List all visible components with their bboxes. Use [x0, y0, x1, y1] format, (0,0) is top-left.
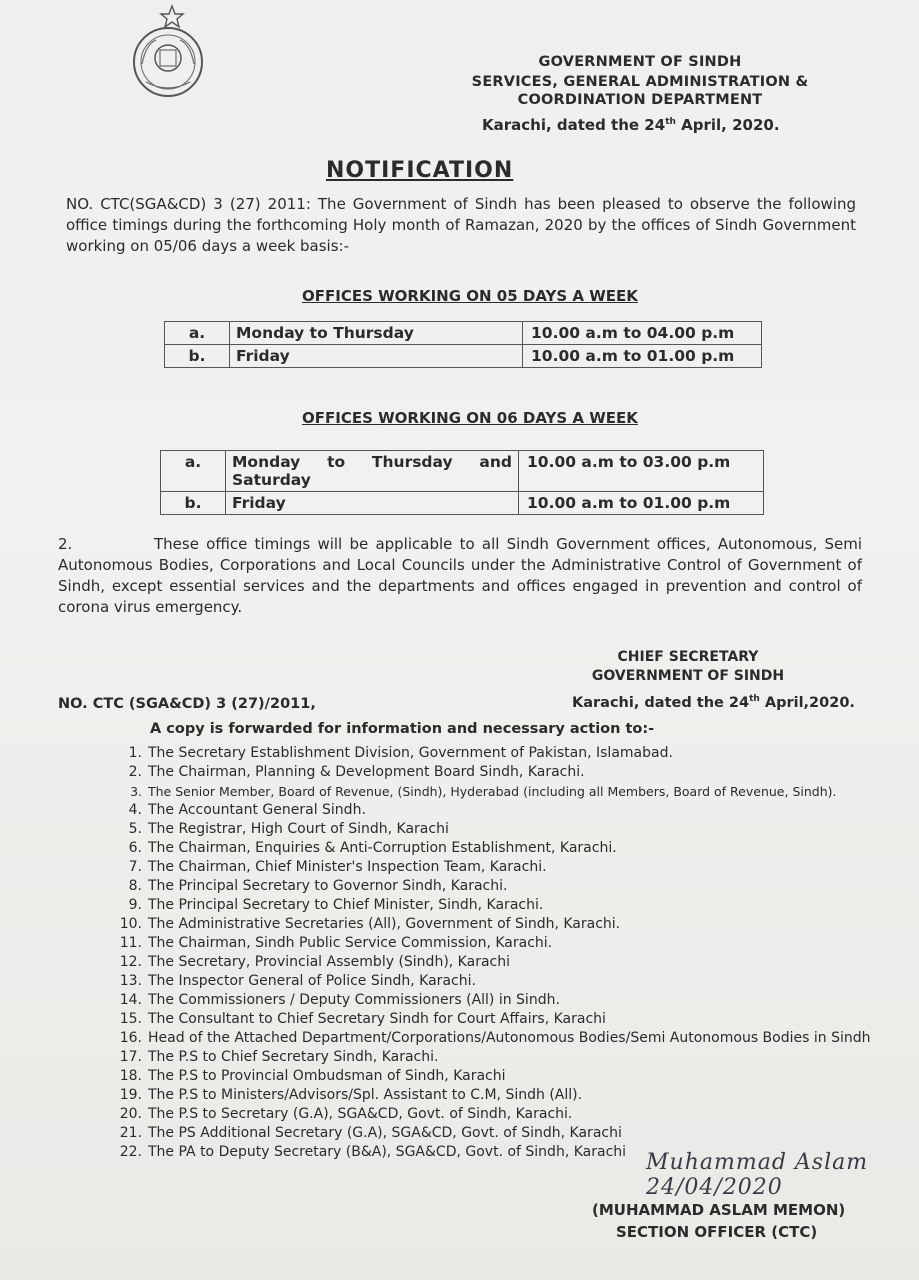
table-row: b. Friday 10.00 a.m to 01.00 p.m: [161, 492, 764, 515]
reference-number: NO. CTC (SGA&CD) 3 (27)/2011,: [58, 696, 316, 712]
list-item: 14. The Commissioners / Deputy Commissioners (All) in Sindh.: [119, 992, 560, 1008]
five-day-heading: OFFICES WORKING ON 05 DAYS A WEEK: [302, 287, 638, 305]
list-item: 20. The P.S to Secretary (G.A), SGA&CD, Govt. of Sindh, Karachi.: [119, 1106, 573, 1122]
signatory-name: (MUHAMMAD ASLAM MEMON): [592, 1201, 846, 1219]
list-item: 9. The Principal Secretary to Chief Minister, Sindh, Karachi.: [128, 897, 544, 913]
list-item: 7. The Chairman, Chief Minister's Inspection Team, Karachi.: [128, 859, 547, 875]
header-date: Karachi, dated the 24th April, 2020.: [482, 116, 780, 134]
list-item: 3. The Senior Member, Board of Revenue, (Sindh), Hyderabad (including all Members, Board of Revenue, Sindh).: [130, 784, 837, 799]
list-item: 19. The P.S to Ministers/Advisors/Spl. Assistant to C.M, Sindh (All).: [119, 1087, 583, 1103]
chief-secretary-government: GOVERNMENT OF SINDH: [591, 668, 785, 684]
six-day-timings-table: [160, 450, 764, 515]
list-item: 22. The PA to Deputy Secretary (B&A), SGA&CD, Govt. of Sindh, Karachi: [119, 1144, 627, 1160]
table-row: a. Monday to Thursday and Saturday 10.00 a.m to 03.00 p.m: [161, 451, 764, 492]
list-item: 21. The PS Additional Secretary (G.A), SGA&CD, Govt. of Sindh, Karachi: [119, 1125, 622, 1141]
table-row: b. Friday 10.00 a.m to 01.00 p.m: [165, 345, 762, 368]
header-government: GOVERNMENT OF SINDH: [538, 54, 742, 70]
copy-forwarded-line: A copy is forwarded for information and necessary action to:-: [150, 721, 655, 737]
list-item: 1. The Secretary Establishment Division, Government of Pakistan, Islamabad.: [128, 745, 673, 761]
list-item: 4. The Accountant General Sindh.: [128, 802, 366, 818]
list-item: 17. The P.S to Chief Secretary Sindh, Karachi.: [119, 1049, 439, 1065]
list-item: 18. The P.S to Provincial Ombudsman of Sindh, Karachi: [119, 1068, 506, 1084]
list-item: 12. The Secretary, Provincial Assembly (Sindh), Karachi: [119, 954, 510, 970]
list-item: 11. The Chairman, Sindh Public Service Commission, Karachi.: [119, 935, 553, 951]
table-row: a. Monday to Thursday 10.00 a.m to 04.00 p.m: [165, 322, 762, 345]
handwritten-signature: Muhammad Aslam 24/04/2020: [646, 1150, 869, 1200]
paragraph-2: 2. These office timings will be applicable to all Sindh Government offices, Autonomous, Semi Autonomous Bodies, Corporations and Local Councils under the Administrative Control of Government of Sindh, except essential services and the departments and offices engaged in prevention and control of corona virus emergency.: [58, 535, 862, 616]
six-day-heading: OFFICES WORKING ON 06 DAYS A WEEK: [302, 409, 638, 427]
reference-date: Karachi, dated the 24th April,2020.: [572, 694, 855, 711]
list-item: 15. The Consultant to Chief Secretary Sindh for Court Affairs, Karachi: [119, 1011, 606, 1027]
notification-body: NO. CTC(SGA&CD) 3 (27) 2011: The Government of Sindh has been pleased to observe the following office timings during the forthcoming Holy month of Ramazan, 2020 by the offices of Sindh Government working on 05/06 days a week basis:-: [66, 195, 856, 255]
sindh-government-seal-icon: [120, 4, 216, 100]
list-item: 2. The Chairman, Planning & Development Board Sindh, Karachi.: [128, 764, 585, 780]
chief-secretary-title: CHIEF SECRETARY: [617, 649, 759, 665]
distribution-list: [112, 744, 892, 1162]
list-item: 6. The Chairman, Enquiries & Anti-Corruption Establishment, Karachi.: [128, 840, 617, 856]
notification-title: NOTIFICATION: [326, 158, 514, 183]
list-item: 13. The Inspector General of Police Sindh, Karachi.: [119, 973, 476, 989]
header-department-line1: SERVICES, GENERAL ADMINISTRATION &: [471, 74, 809, 90]
list-item: 8. The Principal Secretary to Governor Sindh, Karachi.: [128, 878, 508, 894]
list-item: 16. Head of the Attached Department/Corporations/Autonomous Bodies/Semi Autonomous Bodies in Sindh: [119, 1030, 871, 1046]
five-day-timings-table: [164, 321, 762, 368]
header-department-line2: COORDINATION DEPARTMENT: [517, 92, 763, 108]
list-item: 10. The Administrative Secretaries (All), Government of Sindh, Karachi.: [119, 916, 621, 932]
signatory-title: SECTION OFFICER (CTC): [616, 1223, 818, 1241]
list-item: 5. The Registrar, High Court of Sindh, Karachi: [128, 821, 449, 837]
